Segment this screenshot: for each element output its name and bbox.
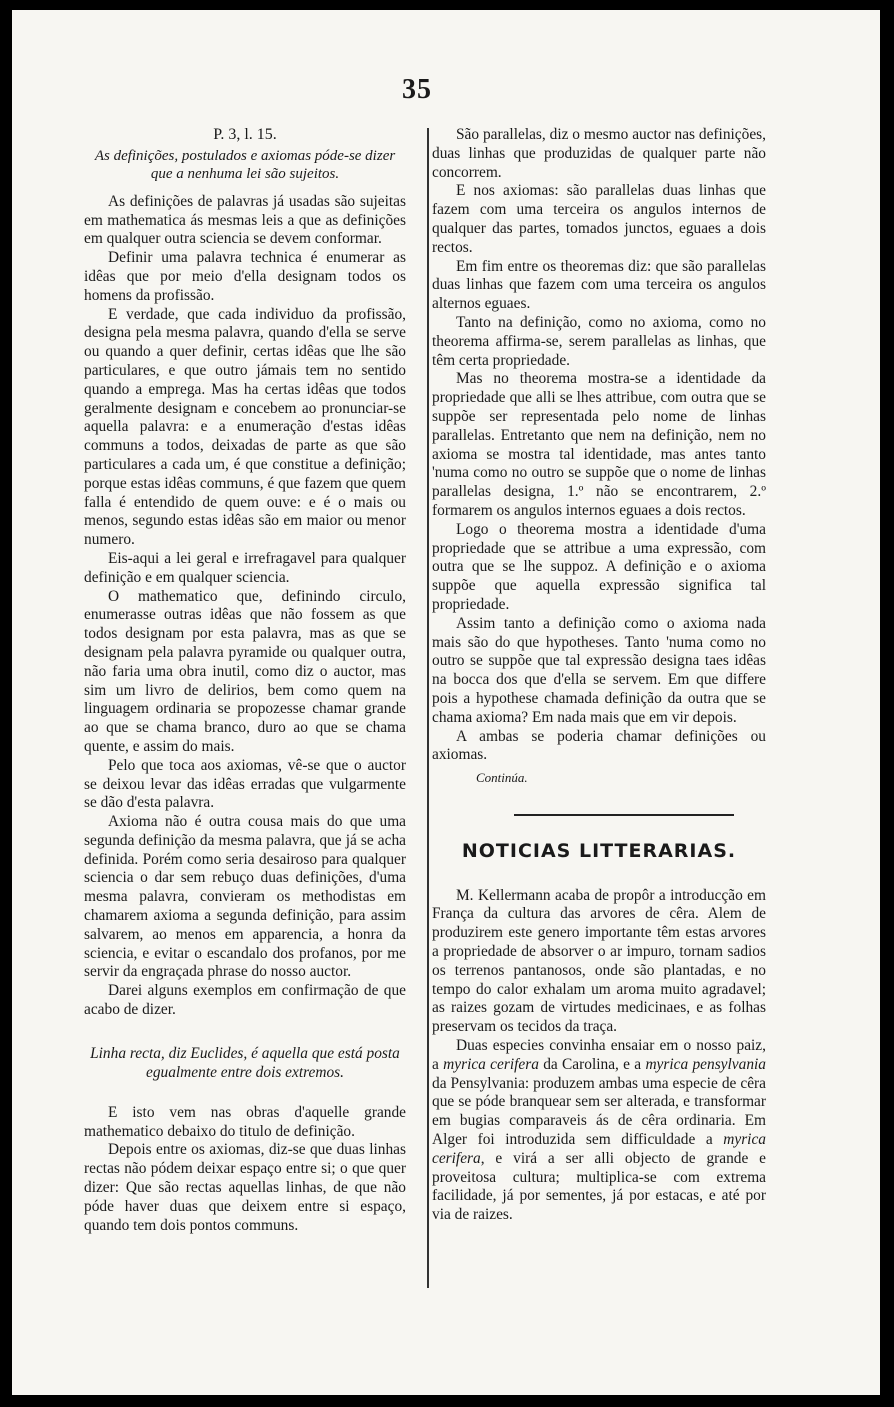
definition-attribution: diz Euclides, [164,1044,252,1062]
species-name: myrica pensylvania [645,1055,766,1073]
paragraph: E verdade, que cada individuo da profissão, designa pela mesma palavra, quando d'ella se serve ou quando a quer definir, certas idêas que lhe são particulares, e que outro jámais tem no sentido quando a emprega. Mas ha certas idêas que todos geralmente designam e concebem ao pronunciar-se aquella palavra: e a enumeração d'estas idêas communs a todos, deixadas de parte as que são particulares a cada um, é que constitue a definição; porque estas idêas communs, é que fazem que quem falla é entendido de quem ouve: e é o mais ou menos, segundo estas idêas são em maior ou menor numero. [84,305,406,549]
paragraph: Assim tanto a definição como o axioma nada mais são do que hypotheses. Tanto 'numa como no outro se suppõe que tal expressão designa taes idêas na bocca dos que d'ella se servem. Em que differe pois a hypothese chamada definição da outra que se chama axioma? Em nada mais que em vir depois. [432,614,766,726]
section-rule [514,814,734,816]
paragraph: Em fim entre os theoremas diz: que são parallelas duas linhas que fazem com uma terceira os angulos alternos eguaes. [432,257,766,313]
paragraph: As definições de palavras já usadas são sujeitas em mathematica ás mesmas leis a que as definições em qualquer outra sciencia se devem conformar. [84,192,406,248]
right-column [432,126,766,1225]
text-run: da Carolina, e a [538,1055,646,1073]
reference-citation: P. 3, l. 15. [213,126,277,143]
definition-text: é aquella que está posta egualmente entre dois extremos. [145,1044,400,1081]
paragraph: A ambas se poderia chamar definições ou axiomas. [432,727,766,764]
newspaper-page [12,10,880,1395]
species-name: myrica cerifera [432,1131,766,1167]
paragraph [432,1037,766,1225]
paragraph: Logo o theorema mostra a identidade d'uma propriedade que se attribue a uma expressão, com outra que se lhe suppoz. A definição e o axioma suppõe que aquella expressão significa tal propriedade. [432,520,766,613]
definition-heading [84,1044,406,1082]
text-run: , e virá a ser alli objecto de grande e proveitosa cultura; multiplica-se com extrema facilidade, já por sementes, já por estacas, e até por via de raizes. [432,1149,766,1224]
paragraph: M. Kellermann acaba de propôr a introducção em França da cultura das arvores de cêra. Alem de produzirem este genero importante têm estas arvores a propriedade de absorver o ar impuro, tornam sadios os terrenos pantanosos, onde são plantadas, e no tempo do calor exhalam um aroma muito agradavel; as raizes gozam de virtudes medicinaes, e as folhas preservam os tecidos da traça. [432,886,766,1036]
paragraph: São parallelas, diz o mesmo auctor nas definições, duas linhas que produzidas de qualquer parte não concorrem. [432,126,766,181]
paragraph: Axioma não é outra cousa mais do que uma segunda definição da mesma palavra, que já se acha definida. Porém como seria desairoso para qualquer sciencia o dar sem rebuço duas definições, d'uma mesma palavra, convieram os methodistas em chamarem axioma a segunda definição, para assim salvarem, ao menos em apparencia, a honra da sciencia, e evitar o escandalo dos profanos, por me servir da engraçada phrase do nosso auctor. [84,813,406,981]
page-number: 35 [402,74,432,105]
species-name: myrica cerifera [443,1055,539,1073]
paragraph: Pelo que toca aos axiomas, vê-se que o auctor se deixou levar das idêas erradas que vulgarmente se dão d'esta palavra. [84,756,406,812]
column-divider [427,128,429,1288]
paragraph: Mas no theorema mostra-se a identidade da propriedade que alli se lhes attribue, com outra que se suppõe ser representada pelo nome de linhas parallelas. Entretanto que nem na definição, nem no axioma se mostra tal identidade, mas antes tanto 'numa como no outro se suppõe que o nome de linhas parallelas designa, 1.º não se encontrarem, 2.º formarem os angulos internos eguaes a dois rectos. [432,370,766,519]
text-run: da Pensylvania: produzem ambas uma especie de cêra que se póde branquear sem ser alterada, e transformar em bugias comparaveis ás de cêra ordinaria. Em Alger foi introduzida sem difficuldade a [432,1074,766,1149]
paragraph: Eis-aqui a lei geral e irrefragavel para qualquer definição e em qualquer sciencia. [84,549,406,586]
paragraph: Darei alguns exemplos em confirmação de que acabo de dizer. [84,982,406,1019]
continued-note: Continúa. [476,770,528,786]
paragraph: E nos axiomas: são parallelas duas linhas que fazem com uma terceira os angulos internos de qualquer das partes, tomados junctos, eguaes a dois rectos. [432,182,766,256]
left-column [84,126,406,1235]
paragraph: Tanto na definição, como no axioma, como no theorema affirma-se, serem parallelas as linhas, que têm certa propriedade. [432,313,766,369]
notices-heading: NOTICIAS LITTERARIAS. [461,839,737,862]
paragraph: E isto vem nas obras d'aquelle grande mathematico debaixo do titulo de definição. [84,1103,406,1140]
paragraph: O mathematico que, definindo circulo, enumerasse outras idêas que não fossem as que todos designam por esta palavra, mas as que se designam pela palavra pyramide ou qualquer outra, não faria uma obra inutil, como diz o auctor, mas sim um livro de delirios, bem como quem na linguagem ordinaria se propozesse chamar grande ao que se chama branco, duro ao que se chama quente, e assim do mais. [84,587,406,755]
paragraph: Depois entre os axiomas, diz-se que duas linhas rectas não pódem deixar espaço entre si; o que quer dizer: Que são rectas aquellas linhas, de que não póde haver duas que deixem entre si espaço, quando tem dois pontos communs. [84,1141,406,1234]
paragraph: Definir uma palavra technica é enumerar as idêas que por meio d'ella designam todos os homens da profissão. [84,249,406,304]
definition-term: Linha recta, [90,1044,165,1062]
text-run: Duas especies convinha ensaiar em o nosso paiz, a [432,1037,766,1073]
section-subtitle: As definições, postulados e axiomas póde-se dizer que a nenhuma lei são sujeitos. [94,147,396,182]
